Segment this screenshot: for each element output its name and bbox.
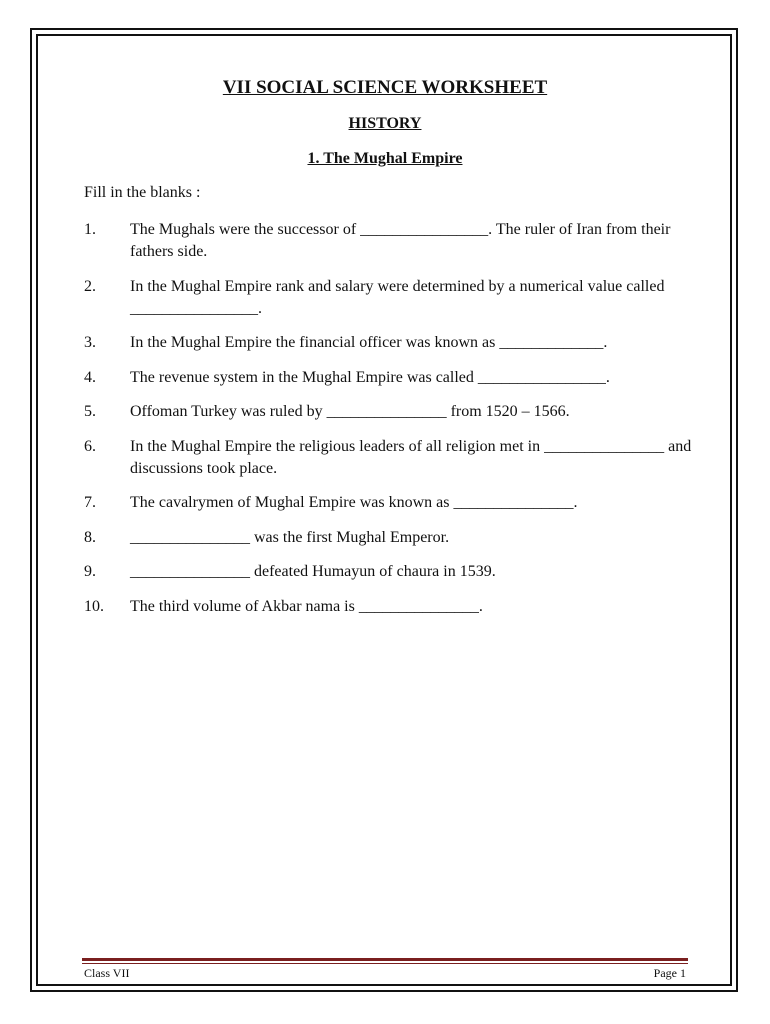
- chapter-heading: 1. The Mughal Empire: [307, 150, 463, 167]
- question-item: [84, 276, 694, 320]
- worksheet-title: VII SOCIAL SCIENCE WORKSHEET: [222, 77, 548, 98]
- question-number: 2.: [84, 277, 96, 295]
- question-text: The cavalrymen of Mughal Empire was known as _______________.: [130, 494, 578, 511]
- question-item: [84, 332, 694, 354]
- question-item: [84, 367, 694, 389]
- question-number: 7.: [84, 494, 96, 511]
- question-item: [84, 527, 694, 549]
- footer-divider-thin: [82, 963, 688, 964]
- question-text: The revenue system in the Mughal Empire was called ________________.: [130, 368, 610, 386]
- question-text: In the Mughal Empire the financial officer was known as _____________.: [130, 334, 608, 351]
- question-number: 5.: [84, 403, 96, 420]
- question-item: [84, 436, 694, 480]
- question-text: The Mughals were the successor of ________________. The ruler of Iran from their fathers side.: [130, 221, 671, 260]
- question-list: [84, 219, 694, 630]
- subject-heading: HISTORY: [348, 115, 422, 132]
- question-text: Offoman Turkey was ruled by _______________ from 1520 – 1566.: [130, 403, 570, 420]
- question-text: _______________ was the first Mughal Emperor.: [130, 528, 450, 546]
- footer-class-label: Class VII: [84, 966, 130, 980]
- footer-page-number: Page 1: [653, 966, 686, 980]
- question-number: 10.: [84, 597, 104, 615]
- question-number: 6.: [84, 437, 96, 455]
- question-text: In the Mughal Empire rank and salary were determined by a numerical value called ________________.: [130, 277, 665, 317]
- question-text: _______________ defeated Humayun of chaura in 1539.: [130, 563, 496, 580]
- question-item: [84, 492, 694, 514]
- instruction-text: Fill in the blanks :: [84, 184, 201, 201]
- question-item: [84, 561, 694, 583]
- question-item: [84, 596, 694, 618]
- question-number: 3.: [84, 334, 96, 351]
- question-number: 1.: [84, 221, 96, 238]
- question-number: 8.: [84, 528, 96, 546]
- question-text: The third volume of Akbar nama is _______________.: [130, 597, 483, 615]
- question-number: 9.: [84, 563, 96, 580]
- question-item: [84, 219, 694, 263]
- question-item: [84, 401, 694, 423]
- question-number: 4.: [84, 368, 96, 386]
- question-text: In the Mughal Empire the religious leaders of all religion met in _______________ and discussions took place.: [130, 437, 692, 477]
- footer-divider: [82, 958, 688, 961]
